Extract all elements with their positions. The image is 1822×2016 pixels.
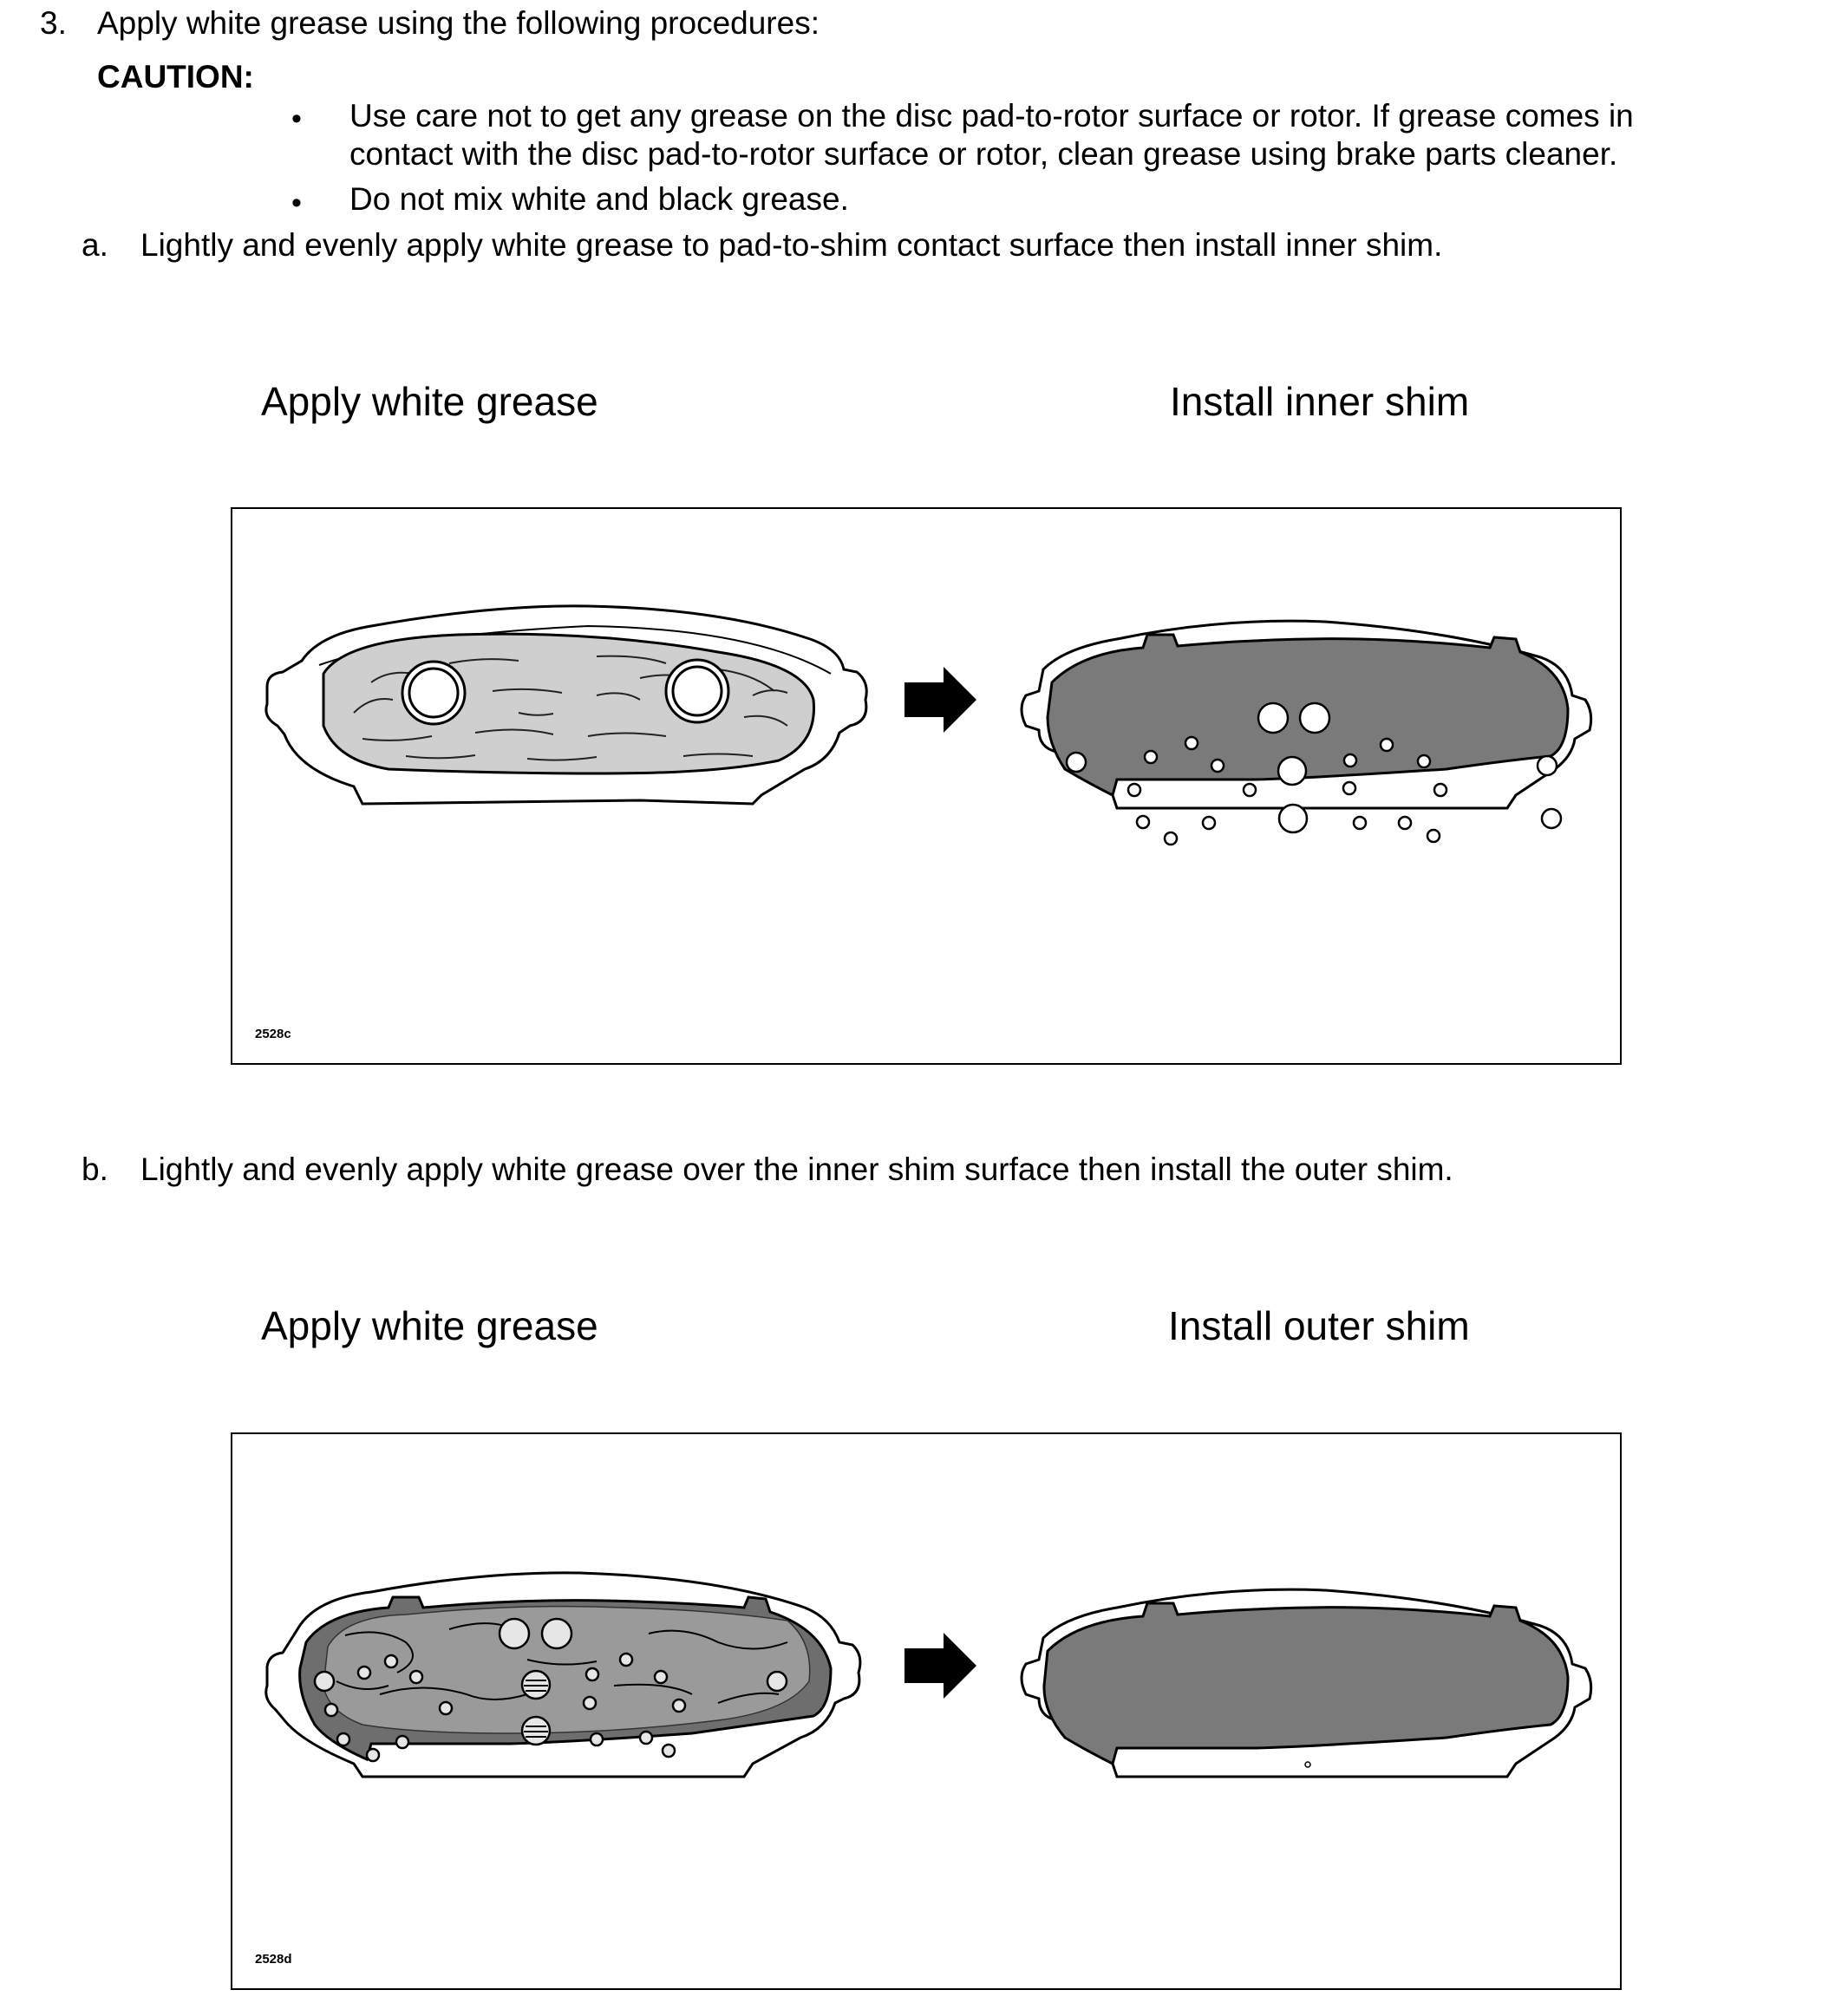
bullet-marker: • <box>291 186 302 219</box>
bullet-marker: • <box>291 102 302 135</box>
substep-a-text: Lightly and evenly apply white grease to pad-to-shim contact surface then install inner shim. <box>140 227 1443 263</box>
brake-pad-diagram-b <box>232 1434 1623 1992</box>
substep-a <box>82 227 1442 264</box>
substep-b <box>82 1152 1453 1188</box>
figure-id-2528c: 2528c <box>255 1027 291 1041</box>
caption-install-inner-shim: Install inner shim <box>1170 379 1470 424</box>
caption-apply-grease-a: Apply white grease <box>261 379 598 424</box>
substep-a-letter: a. <box>82 227 108 263</box>
caption-install-outer-shim: Install outer shim <box>1168 1303 1470 1348</box>
arrow-right-icon <box>904 1633 976 1699</box>
substep-b-letter: b. <box>82 1152 108 1187</box>
figure-2528d <box>231 1432 1622 1990</box>
step-3-heading <box>40 5 820 42</box>
step-number: 3. <box>40 5 67 41</box>
caution-item-1-line2: contact with the disc pad-to-rotor surface or rotor, clean grease using brake parts cleaner. <box>349 136 1618 172</box>
hole-pattern-icon <box>1067 753 1086 772</box>
arrow-right-icon <box>904 667 976 733</box>
caution-item-2: Do not mix white and black grease. <box>349 181 849 217</box>
figure-2528c <box>231 507 1622 1065</box>
substep-b-text: Lightly and evenly apply white grease over the inner shim surface then install the outer shim. <box>140 1152 1453 1187</box>
brake-pad-diagram-a <box>232 509 1623 1067</box>
caution-label: CAUTION: <box>97 59 254 95</box>
step-text: Apply white grease using the following procedures: <box>97 5 820 41</box>
caution-item-1 <box>349 97 1815 173</box>
caption-apply-grease-b: Apply white grease <box>261 1303 598 1348</box>
caution-item-1-line1: Use care not to get any grease on the disc pad-to-rotor surface or rotor. If grease comes in <box>349 98 1634 134</box>
grease-surface-icon <box>323 634 814 773</box>
figure-id-2528d: 2528d <box>255 1952 292 1967</box>
